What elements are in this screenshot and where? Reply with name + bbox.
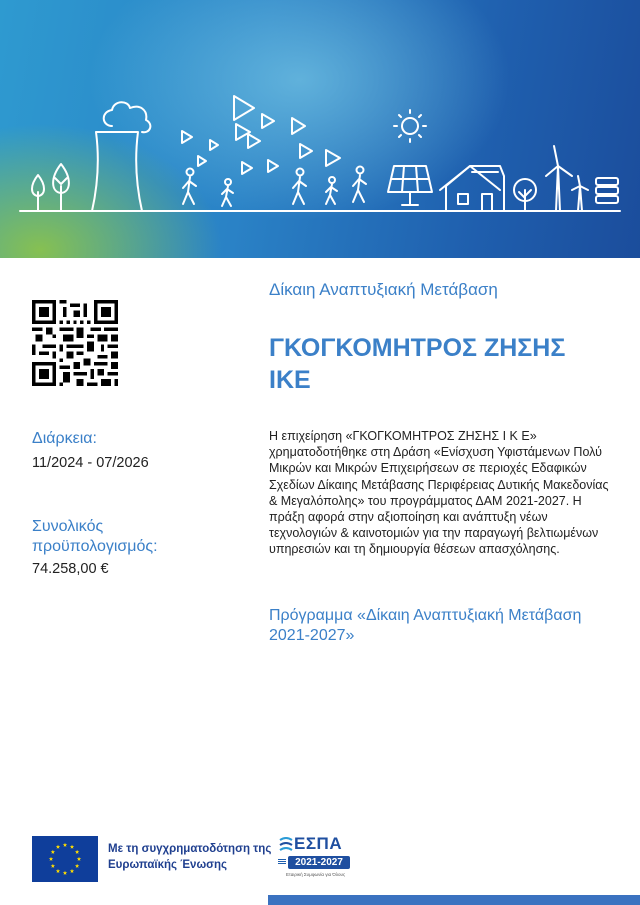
wind-turbine-icon	[546, 146, 588, 211]
espa-mark-icon	[278, 836, 294, 854]
espa-subtitle: Εταιρική Συμφωνία για Όλους	[286, 872, 346, 877]
eu-star-icon	[75, 850, 79, 854]
qr-code[interactable]	[32, 300, 118, 386]
eu-star-icon	[63, 843, 67, 847]
tree-icon	[514, 179, 536, 211]
energy-transition-illustration	[0, 0, 640, 258]
eu-star-icon	[51, 850, 55, 854]
eu-stars	[32, 836, 98, 882]
eu-star-icon	[75, 864, 79, 868]
budget-label: Συνολικός προϋπολογισμός:	[32, 518, 158, 555]
header-banner	[0, 0, 640, 258]
tree-icon	[32, 164, 69, 211]
eu-star-icon	[77, 857, 81, 861]
eu-cofunding-logo	[32, 836, 270, 882]
eu-star-icon	[63, 871, 67, 875]
eu-star-icon	[56, 845, 60, 849]
program-name: Πρόγραμμα «Δίκαιη Αναπτυξιακή Μετάβαση 2021-2027»	[269, 607, 582, 644]
house-icon	[440, 166, 504, 211]
espa-years: 2021-2027	[288, 856, 350, 869]
company-name: ΓΚΟΓΚΟΜΗΤΡΟΣ ΖΗΣΗΣ ΙΚΕ	[269, 334, 566, 394]
eu-cofunding-text: Με τη συγχρηματοδότηση της Ευρωπαϊκής Ένωσης	[108, 843, 272, 871]
eu-star-icon	[49, 857, 53, 861]
eu-star-icon	[70, 845, 74, 849]
solar-panel-icon	[388, 166, 432, 205]
sun-icon	[394, 110, 426, 142]
greek-flag-icon	[278, 859, 286, 865]
eu-star-icon	[56, 869, 60, 873]
bottom-accent-bar	[268, 895, 640, 905]
eu-star-icon	[70, 869, 74, 873]
program-title: Δίκαιη Αναπτυξιακή Μετάβαση	[269, 280, 498, 299]
budget-value: 74.258,00 €	[32, 561, 109, 577]
cooling-tower-icon	[92, 102, 150, 211]
espa-title: ΕΣΠΑ	[294, 834, 343, 853]
people-icons	[183, 167, 366, 207]
eu-star-icon	[51, 864, 55, 868]
battery-icon	[596, 178, 618, 203]
project-description: Η επιχείρηση «ΓΚΟΓΚΟΜΗΤΡΟΣ ΖΗΣΗΣ Ι Κ Ε» χρηματοδοτήθηκε στη Δράση «Ενίσχυση Υφιστάμενων Πολύ Μικρών και Μικρών Επιχειρήσεων σε περιοχές Εδαφικών Σχεδίων Δίκαιης Μετάβασης Περιφέρειας Δυτικής Μακεδονίας & Μεγαλόπολης» του προγράμματος ΔΑΜ 2021-2027. Η πράξη αφορά στην αξιοποίηση και ανάπτυξη νέων τεχνολογιών & καινοτομιών για την παραγωγή βελτιωμένων υπηρεσιών και τη δημιουργία θέσεων απασχόλησης.	[269, 429, 609, 557]
eu-flag-icon	[32, 836, 98, 882]
duration-label: Διάρκεια:	[32, 430, 97, 447]
arrow-icons	[182, 96, 340, 174]
espa-logo	[278, 834, 358, 884]
duration-value: 11/2024 - 07/2026	[32, 455, 149, 471]
